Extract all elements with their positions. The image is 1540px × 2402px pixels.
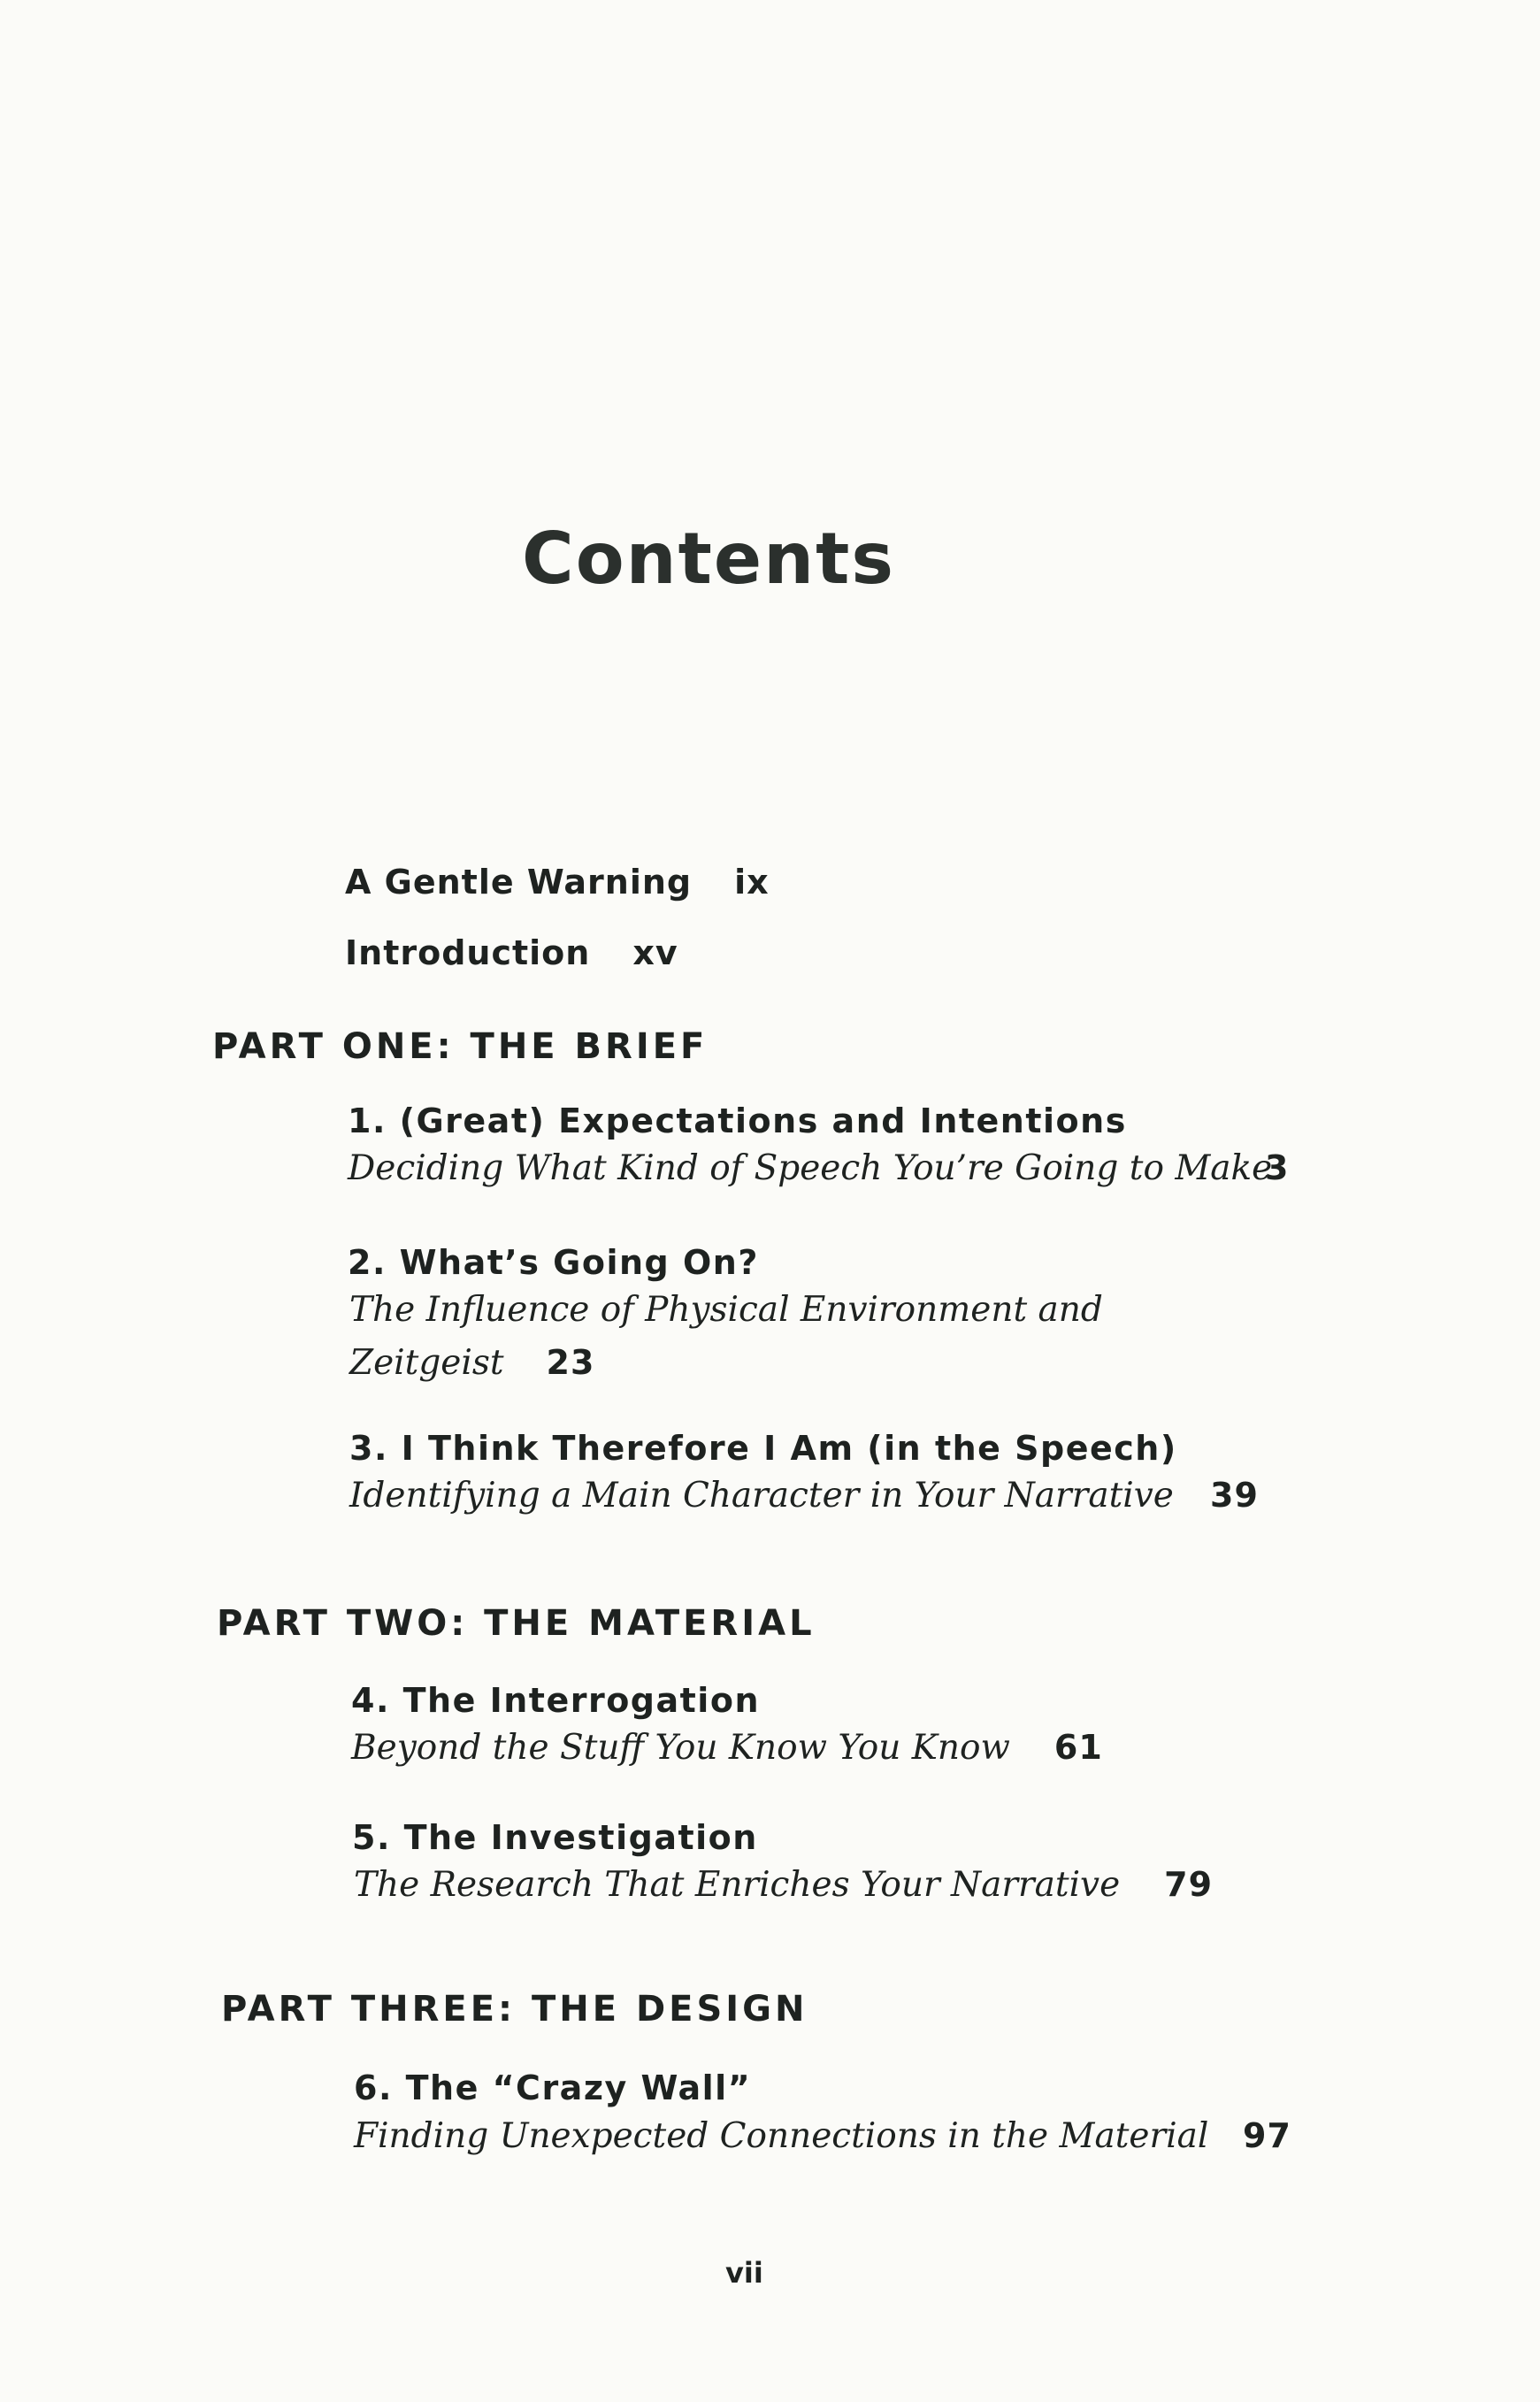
chapter-page: 3 xyxy=(1265,1148,1290,1187)
chapter-subtitle-line2: Zeitgeist xyxy=(349,1343,504,1383)
chapter-title: 3. I Think Therefore I Am (in the Speech) xyxy=(349,1429,1177,1468)
toc-entry-label: A Gentle Warning xyxy=(345,863,693,902)
chapter-subtitle-line1: The Influence of Physical Environment and xyxy=(349,1290,1103,1330)
part-heading-two: PART TWO: THE MATERIAL xyxy=(217,1603,816,1644)
chapter-title: 1. (Great) Expectations and Intentions xyxy=(348,1101,1127,1140)
toc-entry-gentle-warning xyxy=(345,863,770,902)
toc-entry-introduction xyxy=(345,933,678,972)
chapter-subtitle: Finding Unexpected Connections in the Material xyxy=(354,2116,1209,2156)
chapter-title: 4. The Interrogation xyxy=(351,1681,760,1720)
contents-title: Contents xyxy=(522,518,895,600)
part-heading-three: PART THREE: THE DESIGN xyxy=(221,1989,808,2030)
chapter-subtitle: Deciding What Kind of Speech You’re Going to Make xyxy=(348,1148,1273,1188)
page-number: vii xyxy=(725,2256,763,2290)
chapter-page: 97 xyxy=(1243,2116,1291,2155)
chapter-title: 2. What’s Going On? xyxy=(348,1243,759,1282)
chapter-page: 79 xyxy=(1164,1865,1214,1904)
chapter-title: 5. The Investigation xyxy=(352,1818,758,1857)
toc-entry-page: ix xyxy=(734,863,770,902)
chapter-title: 6. The “Crazy Wall” xyxy=(354,2068,752,2107)
toc-entry-page: xv xyxy=(632,933,678,972)
chapter-page: 61 xyxy=(1053,1728,1103,1767)
part-heading-one: PART ONE: THE BRIEF xyxy=(212,1026,709,1067)
toc-entry-label: Introduction xyxy=(345,933,591,972)
chapter-subtitle: Beyond the Stuff You Know You Know xyxy=(351,1728,1010,1768)
chapter-page: 39 xyxy=(1210,1476,1259,1515)
chapter-subtitle: The Research That Enriches Your Narrative xyxy=(354,1865,1121,1905)
chapter-subtitle: Identifying a Main Character in Your Narrative xyxy=(349,1476,1174,1516)
chapter-page: 23 xyxy=(546,1343,595,1382)
